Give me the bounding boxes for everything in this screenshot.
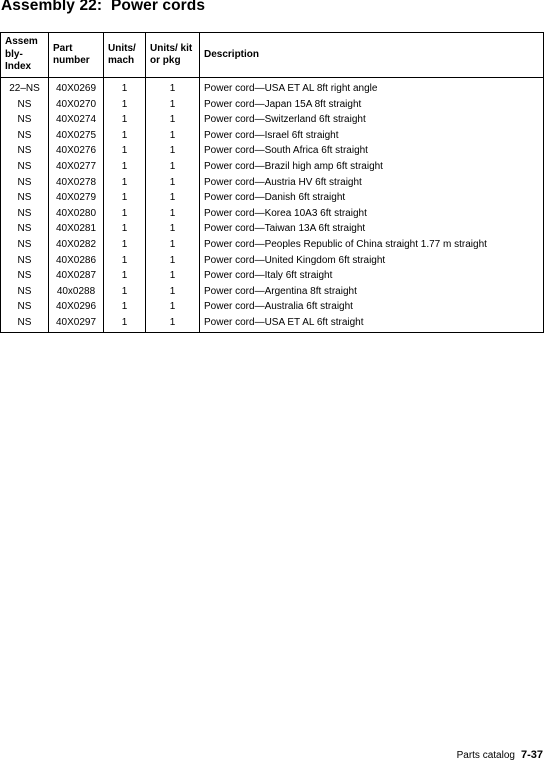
cell-description: Power cord—South Africa 6ft straight [200,143,544,159]
cell-units-kit: 1 [146,143,200,159]
cell-units-kit: 1 [146,299,200,315]
cell-assembly-index: NS [1,112,49,128]
header-part-number-line: Part [53,42,73,54]
header-assembly-index-line: bly- [5,48,23,60]
cell-part-number: 40X0278 [49,175,104,191]
cell-description: Power cord—USA ET AL 6ft straight [200,315,544,332]
cell-units-kit: 1 [146,128,200,144]
cell-units-mach: 1 [104,268,146,284]
cell-description: Power cord—Australia 6ft straight [200,299,544,315]
table-header-row [1,33,544,78]
cell-assembly-index: NS [1,315,49,332]
header-part-number-line: number [53,55,90,66]
cell-units-kit: 1 [146,78,200,97]
cell-description: Power cord—Italy 6ft straight [200,268,544,284]
cell-units-mach: 1 [104,78,146,97]
cell-description: Power cord—United Kingdom 6ft straight [200,253,544,269]
cell-units-kit: 1 [146,237,200,253]
cell-part-number: 40X0279 [49,190,104,206]
cell-units-mach: 1 [104,299,146,315]
cell-units-kit: 1 [146,268,200,284]
cell-assembly-index: NS [1,284,49,300]
cell-units-kit: 1 [146,97,200,113]
cell-assembly-index: NS [1,253,49,269]
footer-page-number: 7-37 [520,749,543,761]
cell-part-number: 40X0281 [49,221,104,237]
cell-assembly-index: NS [1,143,49,159]
table-row [1,143,544,159]
cell-description: Power cord—Brazil high amp 6ft straight [200,159,544,175]
table-row [1,299,544,315]
cell-units-mach: 1 [104,237,146,253]
cell-part-number: 40X0297 [49,315,104,332]
cell-part-number: 40X0269 [49,78,104,97]
table-row [1,237,544,253]
cell-units-mach: 1 [104,97,146,113]
table-row [1,268,544,284]
footer-section-title: Parts catalog [456,750,515,761]
table-row [1,315,544,332]
table-row [1,159,544,175]
header-units-mach [104,33,146,78]
cell-description: Power cord—Switzerland 6ft straight [200,112,544,128]
cell-assembly-index: NS [1,97,49,113]
table-row [1,97,544,113]
cell-assembly-index: NS [1,268,49,284]
cell-description: Power cord—Argentina 8ft straight [200,284,544,300]
cell-part-number: 40X0275 [49,128,104,144]
cell-units-mach: 1 [104,128,146,144]
table-row [1,112,544,128]
cell-part-number: 40X0286 [49,253,104,269]
cell-units-kit: 1 [146,112,200,128]
table-row [1,221,544,237]
cell-units-kit: 1 [146,221,200,237]
cell-part-number: 40X0282 [49,237,104,253]
cell-units-mach: 1 [104,284,146,300]
cell-assembly-index: NS [1,299,49,315]
table-row [1,128,544,144]
header-description: Description [200,33,544,78]
header-units-kit-line: Units/ kit [150,42,193,54]
cell-units-kit: 1 [146,206,200,222]
header-units-kit-line: or pkg [150,55,181,66]
cell-description: Power cord—Peoples Republic of China straight 1.77 m straight [200,237,544,253]
cell-description: Power cord—Taiwan 13A 6ft straight [200,221,544,237]
cell-part-number: 40X0280 [49,206,104,222]
header-units-mach-line: Units/ [108,42,136,54]
page-title: Assembly 22: Power cords [1,0,206,14]
cell-assembly-index: NS [1,159,49,175]
header-part-number [49,33,104,78]
cell-part-number: 40X0296 [49,299,104,315]
parts-table-body [1,78,544,333]
cell-units-kit: 1 [146,284,200,300]
cell-units-kit: 1 [146,253,200,269]
table-row [1,253,544,269]
cell-units-mach: 1 [104,175,146,191]
cell-part-number: 40X0270 [49,97,104,113]
cell-description: Power cord—Japan 15A 8ft straight [200,97,544,113]
cell-assembly-index: 22–NS [1,78,49,97]
parts-table [0,32,544,333]
cell-description: Power cord—Korea 10A3 6ft straight [200,206,544,222]
cell-part-number: 40X0277 [49,159,104,175]
cell-units-kit: 1 [146,190,200,206]
cell-assembly-index: NS [1,175,49,191]
header-assembly-index-line: Index [5,61,32,73]
cell-part-number: 40x0288 [49,284,104,300]
page-footer [457,749,543,761]
cell-units-mach: 1 [104,221,146,237]
header-assembly-index-line: Assem [5,36,38,48]
cell-units-mach: 1 [104,112,146,128]
table-row [1,175,544,191]
cell-units-mach: 1 [104,143,146,159]
cell-assembly-index: NS [1,128,49,144]
header-units-mach-line: mach [108,55,135,66]
cell-assembly-index: NS [1,190,49,206]
cell-part-number: 40X0274 [49,112,104,128]
table-row [1,206,544,222]
cell-units-kit: 1 [146,175,200,191]
cell-description: Power cord—USA ET AL 8ft right angle [200,78,544,97]
cell-assembly-index: NS [1,206,49,222]
cell-units-kit: 1 [146,159,200,175]
cell-assembly-index: NS [1,221,49,237]
cell-units-mach: 1 [104,206,146,222]
cell-units-mach: 1 [104,253,146,269]
table-row [1,78,544,97]
cell-part-number: 40X0287 [49,268,104,284]
cell-part-number: 40X0276 [49,143,104,159]
header-assembly-index [1,33,49,78]
table-row [1,190,544,206]
cell-units-mach: 1 [104,315,146,332]
cell-description: Power cord—Israel 6ft straight [200,128,544,144]
cell-assembly-index: NS [1,237,49,253]
cell-description: Power cord—Danish 6ft straight [200,190,544,206]
cell-units-mach: 1 [104,159,146,175]
cell-units-mach: 1 [104,190,146,206]
cell-units-kit: 1 [146,315,200,332]
cell-description: Power cord—Austria HV 6ft straight [200,175,544,191]
header-units-kit [146,33,200,78]
table-row [1,284,544,300]
